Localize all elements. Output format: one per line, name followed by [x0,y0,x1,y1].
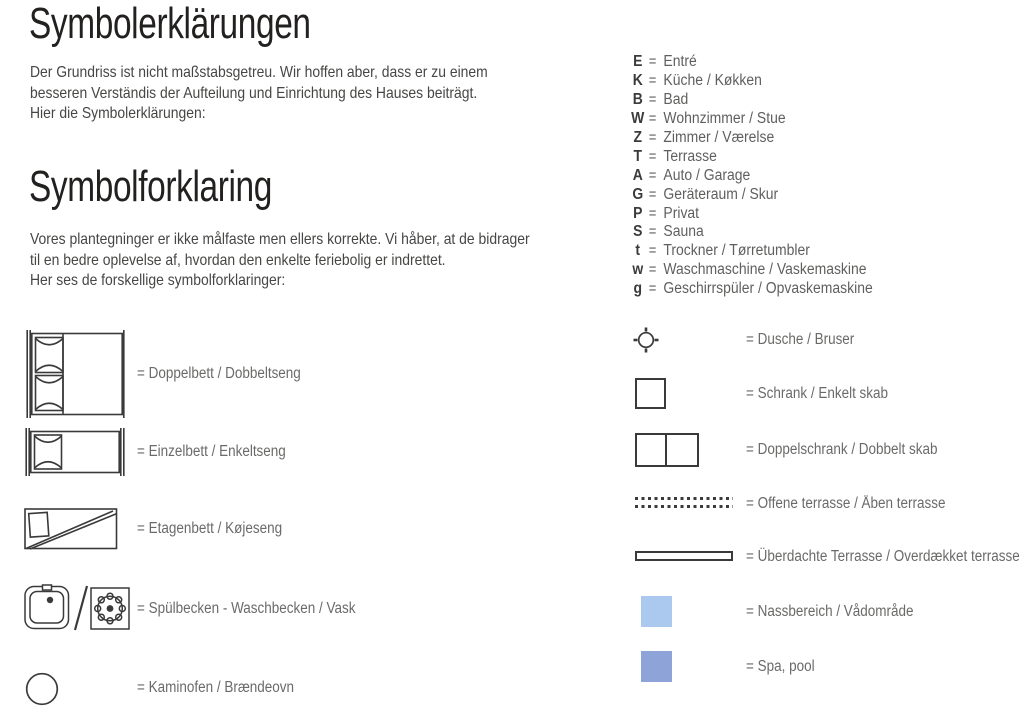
dotted-row [635,497,733,500]
abbrev-letter: t [635,242,641,260]
symbol-label: = Einzelbett / Enkeltseng [137,443,286,460]
equals-sign: = [648,243,657,260]
equals-sign: = [648,54,657,71]
wood-stove-icon [25,672,59,706]
abbrev-row [631,53,873,72]
symbol-label: = Etagenbett / Køjeseng [137,520,283,537]
spa-pool-swatch [641,651,672,682]
symbol-label: = Doppelschrank / Dobbelt skab [746,441,938,458]
intro-german-line: Der Grundriss ist nicht maßstabsgetreu. Wir hoffen aber, dass er zu einem [30,64,488,81]
abbrev-label: Terrasse [663,147,717,165]
abbrev-label: Küche / Køkken [663,72,762,90]
abbrev-row [631,223,873,242]
abbrev-row [631,280,873,299]
equals-sign: = [648,92,657,109]
abbrev-label: Entré [663,53,697,71]
equals-sign: = [648,73,657,90]
sink-icons [24,583,130,633]
abbreviation-list [631,53,900,299]
equals-sign: = [648,130,657,146]
abbrev-label: Auto / Garage [663,166,751,184]
double-cabinet-icon [635,433,699,467]
abbrev-label: Zimmer / Værelse [663,129,775,146]
abbrev-letter: P [633,204,643,222]
abbrev-letter: K [632,72,643,90]
abbrev-label: Geschirrspüler / Opvaskemaskine [663,280,873,298]
page-title-danish: Symbolforklaring [29,162,272,211]
symbol-label: = Überdachte Terrasse / Overdækket terrasse [746,548,1020,565]
abbrev-letter: T [633,147,643,165]
equals-sign: = [648,148,657,165]
cabinet-cell [667,435,697,465]
abbrev-label: Privat [663,204,700,222]
equals-sign: = [648,224,657,241]
abbrev-row [631,166,873,185]
equals-sign: = [648,111,657,128]
symbol-label: = Kaminofen / Brændeovn [137,679,295,696]
abbrev-letter: G [632,185,644,203]
symbol-label: = Doppelbett / Dobbeltseng [137,365,301,382]
abbrev-row [631,72,873,91]
symbol-label: = Schrank / Enkelt skab [746,385,889,402]
equals-sign: = [648,186,657,203]
intro-danish-line: Vores plantegninger er ikke målfaste men ellers korrekte. Vi håber, at de bidrager [30,231,530,248]
equals-sign: = [648,281,657,298]
double-bed-icon [26,330,126,418]
abbrev-row [631,204,873,223]
abbrev-row [631,110,873,129]
abbrev-row [631,242,873,261]
abbrev-row [631,147,873,166]
abbrev-label: Bad [663,91,689,109]
intro-danish-line: Her ses de forskellige symbolforklaringer: [30,272,286,290]
abbrev-label: Sauna [663,223,704,241]
covered-terrace-icon [635,551,733,561]
intro-german-line: Hier die Symbolerklärungen: [30,105,206,123]
bunk-bed-icon [24,508,118,550]
intro-danish [30,230,604,292]
single-bed-icon [25,428,125,476]
abbrev-row [631,91,873,110]
symbol-label: = Nassbereich / Vådområde [746,603,914,620]
intro-danish-line: til en bedre oplevelse af, hvordan den enkelte feriebolig er indrettet. [30,251,446,269]
symbol-label: = Offene terrasse / Åben terrasse [746,495,946,512]
intro-german [30,63,556,125]
abbrev-letter: g [633,280,643,298]
intro-german-line: besseren Verständis der Aufteilung und Einrichtung des Hauses beiträgt. [30,84,478,102]
cabinet-cell [637,435,667,465]
abbrev-label: Trockner / Tørretumbler [663,242,810,260]
shower-icon [633,327,659,353]
abbrev-row [631,185,873,204]
symbol-label: = Dusche / Bruser [746,331,855,348]
open-terrace-icon [635,497,733,509]
single-cabinet-icon [635,378,666,409]
wet-area-swatch [641,596,672,627]
abbrev-label: Waschmaschine / Vaskemaskine [663,261,867,279]
abbrev-letter: B [632,91,643,109]
dotted-row [635,505,733,508]
equals-sign: = [648,262,657,279]
abbrev-letter: W [631,110,645,128]
symbol-label: = Spa, pool [746,658,815,675]
equals-sign: = [648,205,657,222]
equals-sign: = [648,167,657,184]
abbrev-letter: w [632,261,644,279]
page-title-german: Symbolerklärungen [29,0,311,48]
abbrev-label: Geräteraum / Skur [663,185,779,203]
abbrev-row [631,129,873,148]
abbrev-letter: S [633,223,643,241]
abbrev-letter: Z [633,129,643,146]
abbrev-letter: A [632,166,643,184]
abbrev-label: Wohnzimmer / Stue [663,110,786,128]
abbrev-row [631,261,873,280]
abbrev-letter: E [633,53,643,71]
symbol-label: = Spülbecken - Waschbecken / Vask [137,600,356,617]
